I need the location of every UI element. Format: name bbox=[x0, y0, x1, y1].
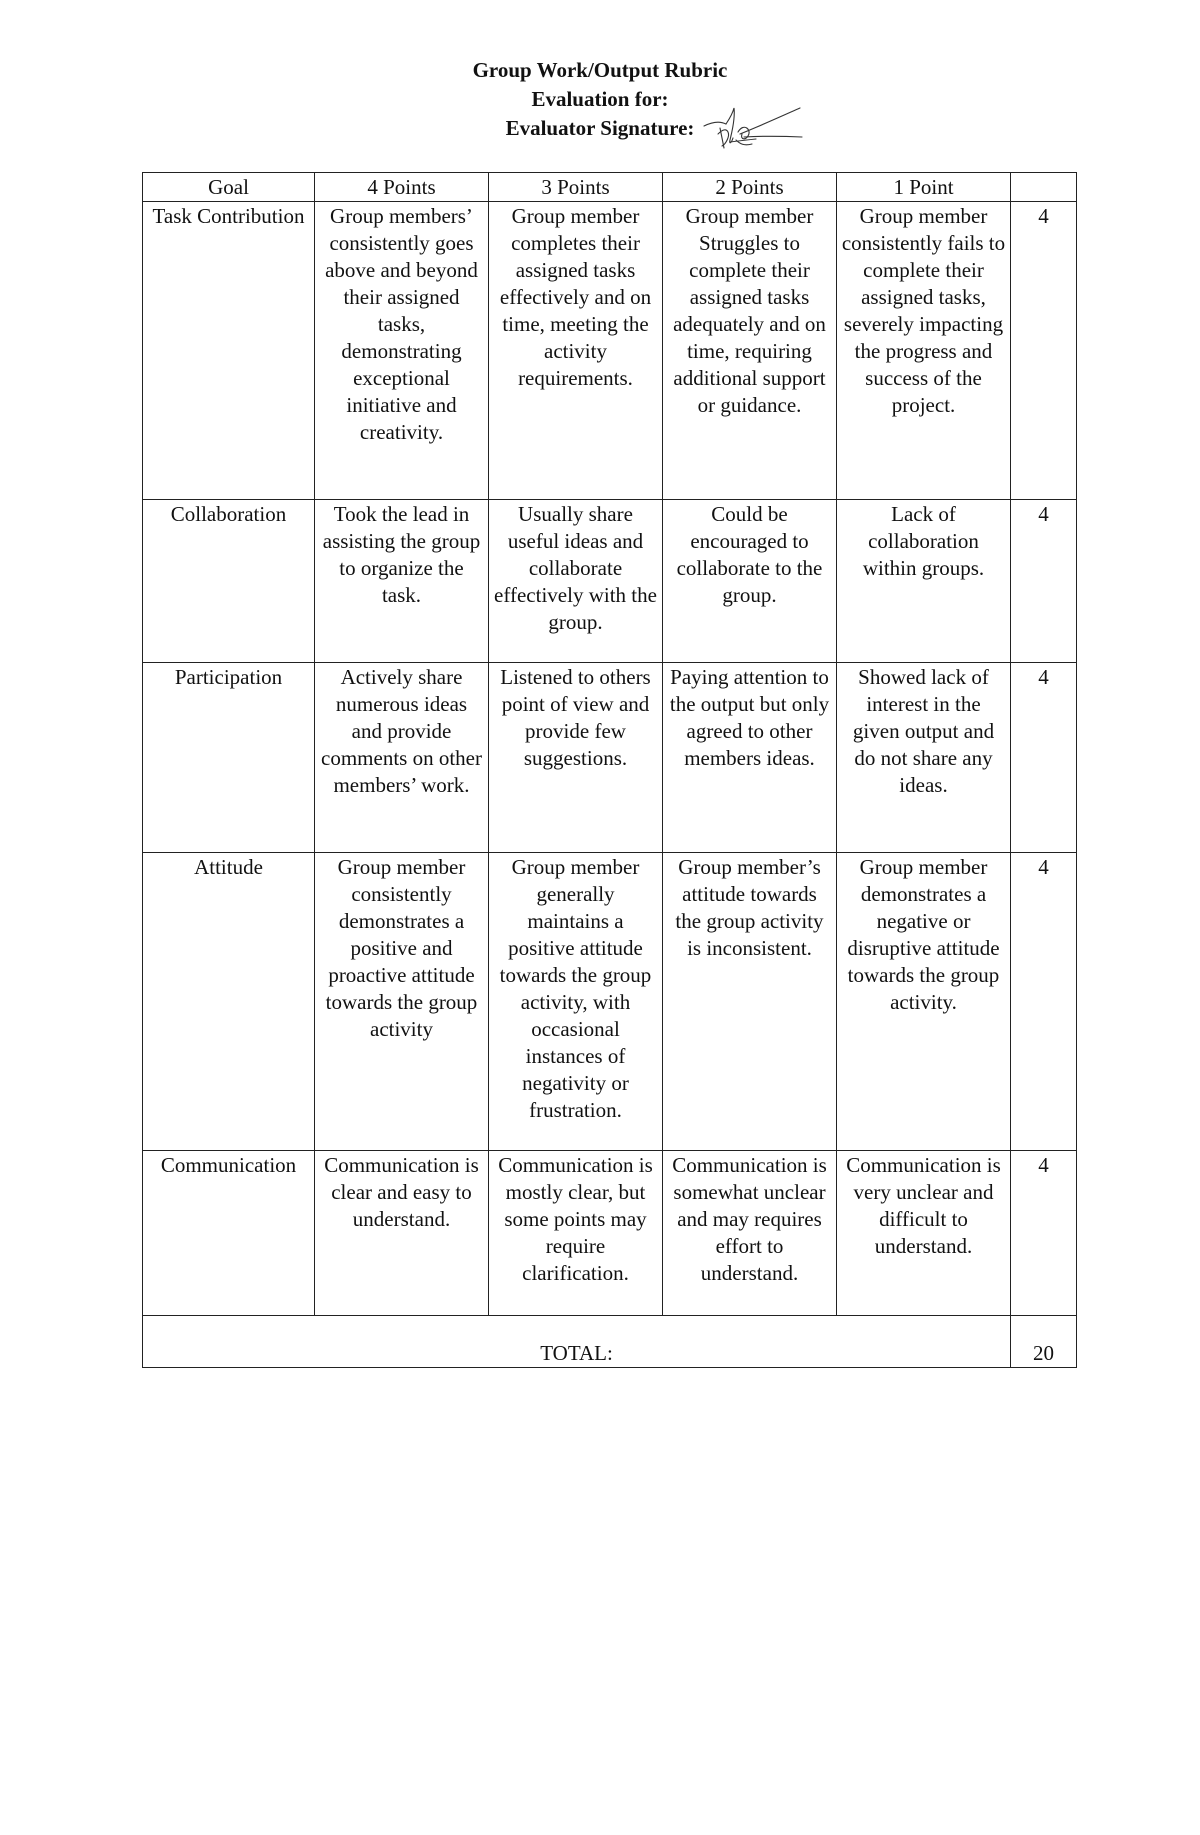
goal-cell: Collaboration bbox=[143, 500, 315, 663]
column-header-goal: Goal bbox=[143, 173, 315, 202]
score-cell: 4 bbox=[1011, 853, 1077, 1151]
criteria-4-points: Group member consistently demonstrates a positive and proactive attitude towards the group activity bbox=[315, 853, 489, 1151]
table-row bbox=[143, 500, 1077, 663]
criteria-2-points: Group member Struggles to complete their assigned tasks adequately and on time, requiring additional support or guidance. bbox=[663, 202, 837, 500]
evaluator-signature-line bbox=[506, 114, 695, 143]
column-header-1-point: 1 Point bbox=[837, 173, 1011, 202]
criteria-4-points: Group members’ consistently goes above and beyond their assigned tasks, demonstrating exceptional initiative and creativity. bbox=[315, 202, 489, 500]
goal-cell: Attitude bbox=[143, 853, 315, 1151]
criteria-1-point: Communication is very unclear and difficult to understand. bbox=[837, 1151, 1011, 1316]
criteria-2-points: Communication is somewhat unclear and may requires effort to understand. bbox=[663, 1151, 837, 1316]
goal-cell: Task Contribution bbox=[143, 202, 315, 500]
total-value: 20 bbox=[1011, 1316, 1077, 1368]
criteria-2-points: Group member’s attitude towards the group activity is inconsistent. bbox=[663, 853, 837, 1151]
total-label: TOTAL: bbox=[143, 1316, 1011, 1368]
handwritten-signature bbox=[700, 104, 810, 160]
column-header-3-points: 3 Points bbox=[489, 173, 663, 202]
table-row bbox=[143, 663, 1077, 853]
score-cell: 4 bbox=[1011, 1151, 1077, 1316]
criteria-3-points: Communication is mostly clear, but some points may require clarification. bbox=[489, 1151, 663, 1316]
criteria-4-points: Communication is clear and easy to understand. bbox=[315, 1151, 489, 1316]
score-cell: 4 bbox=[1011, 202, 1077, 500]
criteria-4-points: Actively share numerous ideas and provide comments on other members’ work. bbox=[315, 663, 489, 853]
criteria-3-points: Listened to others point of view and provide few suggestions. bbox=[489, 663, 663, 853]
goal-cell: Communication bbox=[143, 1151, 315, 1316]
column-header-4-points: 4 Points bbox=[315, 173, 489, 202]
document-title: Group Work/Output Rubric bbox=[472, 58, 728, 82]
table-row bbox=[143, 853, 1077, 1151]
evaluator-signature-label: Evaluator Signature: bbox=[505, 116, 695, 140]
criteria-1-point: Showed lack of interest in the given output and do not share any ideas. bbox=[837, 663, 1011, 853]
criteria-3-points: Usually share useful ideas and collaborate effectively with the group. bbox=[489, 500, 663, 663]
rubric-table bbox=[142, 172, 1077, 1368]
criteria-1-point: Group member demonstrates a negative or disruptive attitude towards the group activity. bbox=[837, 853, 1011, 1151]
total-row bbox=[143, 1316, 1077, 1368]
criteria-1-point: Group member consistently fails to complete their assigned tasks, severely impacting the progress and success of the project. bbox=[837, 202, 1011, 500]
score-cell: 4 bbox=[1011, 663, 1077, 853]
table-row bbox=[143, 1151, 1077, 1316]
goal-cell: Participation bbox=[143, 663, 315, 853]
evaluation-for-label: Evaluation for: bbox=[531, 87, 669, 111]
criteria-3-points: Group member generally maintains a positive attitude towards the group activity, with occasional instances of negativity or frustration. bbox=[489, 853, 663, 1151]
score-cell: 4 bbox=[1011, 500, 1077, 663]
table-header-row bbox=[143, 173, 1077, 202]
criteria-4-points: Took the lead in assisting the group to organize the task. bbox=[315, 500, 489, 663]
table-row bbox=[143, 202, 1077, 500]
document-header bbox=[0, 56, 1200, 143]
column-header-score bbox=[1011, 173, 1077, 202]
criteria-1-point: Lack of collaboration within groups. bbox=[837, 500, 1011, 663]
criteria-3-points: Group member completes their assigned tasks effectively and on time, meeting the activity requirements. bbox=[489, 202, 663, 500]
criteria-2-points: Paying attention to the output but only agreed to other members ideas. bbox=[663, 663, 837, 853]
criteria-2-points: Could be encouraged to collaborate to the group. bbox=[663, 500, 837, 663]
column-header-2-points: 2 Points bbox=[663, 173, 837, 202]
